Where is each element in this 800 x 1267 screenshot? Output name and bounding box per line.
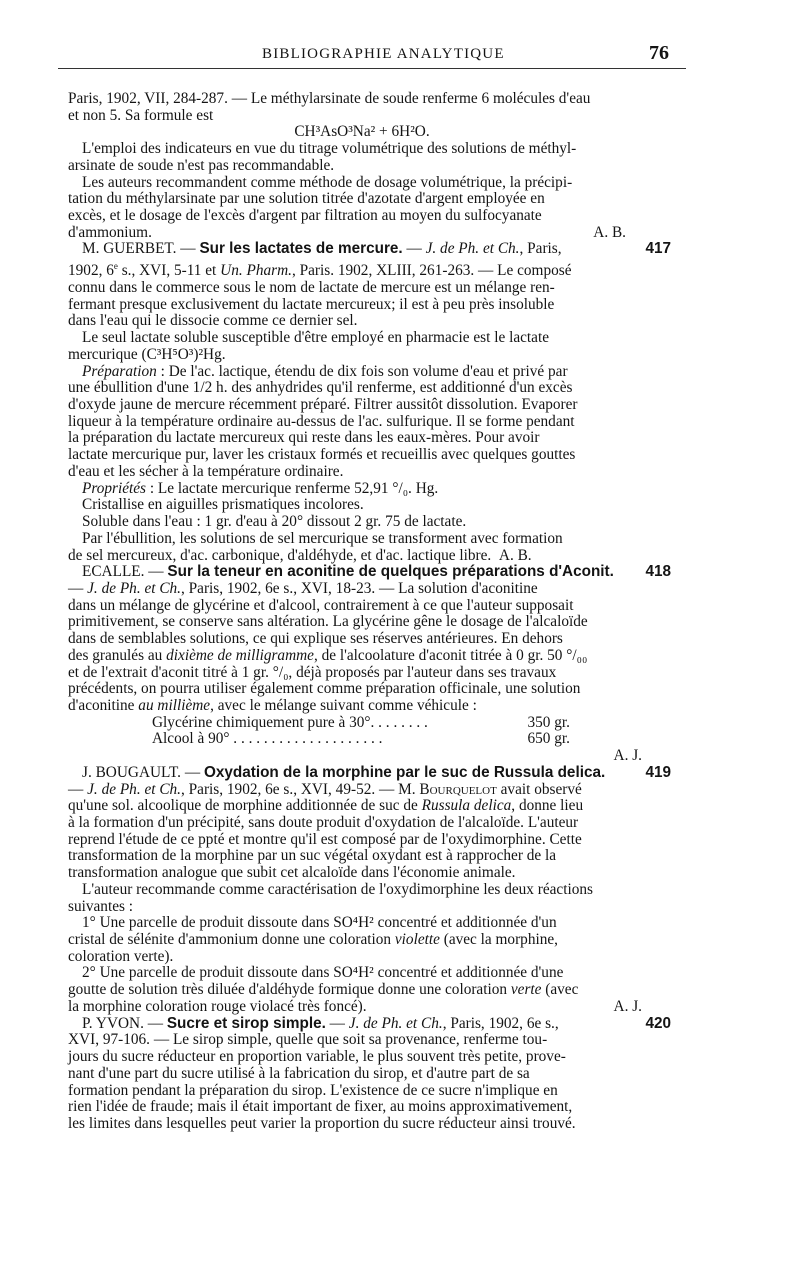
- body-line: rien l'idée de fraude; mais il était important de fixer, au moins approximativement,: [68, 1098, 573, 1116]
- body-line: arsinate de soude n'est pas recommandable.: [68, 156, 335, 174]
- recipe-line: [68, 715, 656, 732]
- body-line: [68, 999, 656, 1016]
- body-text: qu'une sol. alcoolique de morphine additionnée de suc de: [68, 797, 422, 815]
- body-text: la morphine coloration rouge violacé très foncé).: [68, 997, 367, 1015]
- emphasis: au millième: [138, 696, 211, 714]
- body-line: à la formation d'un précipité, sans doute produit d'oxydation de l'alcaloïde. L'auteur: [68, 814, 579, 831]
- body-line: [68, 481, 656, 498]
- body-text: , Paris,: [519, 240, 562, 258]
- recipe-ingredient: Glycérine chimiquement pure à 30°. . . . . . . .: [152, 713, 428, 731]
- abstract-title: Sur les lactates de mercure.: [199, 240, 403, 258]
- abstract-author: P. YVON.: [82, 1014, 144, 1032]
- page-body: [68, 90, 671, 1133]
- journal-name: J. de Ph. et Ch.: [425, 240, 520, 258]
- body-line: suivantes :: [68, 897, 134, 915]
- body-line: — J. de Ph. et Ch., Paris, 1902, 6e s., XVI, 18-23. — La solution d'aconitine: [68, 579, 538, 597]
- abstract-number: 420: [645, 1014, 671, 1032]
- abstract-heading-417: M. GUERBET. — Sur les lactates de mercure. — J. de Ph. et Ch., Paris, 417: [82, 240, 671, 258]
- body-line: L'emploi des indicateurs en vue du titrage volumétrique des solutions de méthyl-: [82, 140, 577, 158]
- emphasis: dixième de milligramme: [166, 646, 314, 664]
- body-line: reprend l'étude de ce ppté et montre qu'il est composé par de l'oxydimorphine. Cette: [68, 830, 582, 848]
- author-signature: A. J.: [613, 997, 642, 1015]
- page-header: [0, 40, 800, 76]
- emphasis: violette: [394, 931, 440, 949]
- body-line: d'oxyde jaune de mercure récemment préparé. Filtrer aussitôt dissolution. Evaporer: [68, 396, 578, 414]
- body-line: [68, 225, 656, 242]
- body-line: une ébullition d'une 1/2 h. des anhydrides qu'il renferme, est additionné d'un excès: [68, 379, 573, 397]
- body-line: liqueur à la température ordinaire au-dessus de l'ac. sulfurique. Il se forme pendant: [68, 412, 575, 430]
- author-signature: A. B.: [593, 223, 626, 241]
- body-text: (avec la morphine,: [439, 931, 558, 949]
- journal-name: Un. Pharm.: [220, 262, 292, 280]
- body-line: transformation analogue que subit cet alcaloïde dans l'économie animale.: [68, 864, 516, 882]
- body-line: Les auteurs recommandent comme méthode de dosage volumétrique, la précipi-: [82, 173, 573, 191]
- body-line: transformation de la morphine par un suc végétal oxydant est à rapprocher de la: [68, 847, 557, 865]
- recipe-line: [68, 731, 656, 748]
- body-line: 2° Une parcelle de produit dissoute dans SO⁴H² concentré et additionnée d'une: [82, 964, 564, 982]
- body-line: lactate mercurique pur, laver les cristaux formés et recueillis avec quelques gouttes: [68, 446, 576, 464]
- journal-name: J. de Ph. et Ch.: [87, 780, 182, 798]
- body-line: formation pendant la préparation du sirop. L'existence de ce sucre n'implique en: [68, 1081, 558, 1099]
- body-line: dans l'eau qui le dissocie comme ce dernier sel.: [68, 312, 358, 330]
- body-text: goutte de solution très diluée d'aldéhyde formique donne une coloration: [68, 981, 511, 999]
- body-line: — J. de Ph. et Ch., Paris, 1902, 6e s., XVI, 49-52. — M. Bourquelot avait observé: [68, 780, 582, 798]
- emphasis: Russula delica: [421, 797, 512, 815]
- body-line: excès, et le dosage de l'excès d'argent par filtration au moyen du sulfocyanate: [68, 207, 542, 225]
- body-line: Le seul lactate soluble susceptible d'être employé en pharmacie est le lactate: [82, 329, 549, 347]
- abstract-heading-418: ECALLE. — Sur la teneur en aconitine de quelques préparations d'Aconit. 418: [82, 563, 671, 581]
- body-line: [68, 648, 656, 665]
- body-line: primitivement, se conserve sans altération. La glycérine gêne le dosage de l'alcaloïde: [68, 613, 588, 631]
- section-label: Propriétés: [82, 479, 147, 497]
- recipe-ingredient: Alcool à 90° . . . . . . . . . . . . . . . . . . . .: [152, 730, 383, 748]
- body-line: coloration verte).: [68, 947, 174, 965]
- body-text: , de l'alcoolature d'aconit titrée à 0 gr. 50 °/₀₀: [313, 646, 588, 664]
- body-line: Soluble dans l'eau : 1 gr. d'eau à 20° dissout 2 gr. 75 de lactate.: [82, 513, 467, 531]
- abstract-number: 417: [645, 240, 671, 258]
- body-line: la préparation du lactate mercureux qui reste dans les eaux-mères. Pour avoir: [68, 429, 540, 447]
- body-line: XVI, 97-106. — Le sirop simple, quelle que soit sa provenance, renferme tou-: [68, 1031, 548, 1049]
- body-line: dans de semblables solutions, ce qui explique ses réserves antérieures. En dehors: [68, 630, 563, 648]
- body-line: Paris, 1902, VII, 284-287. — Le méthylarsinate de soude renferme 6 molécules d'eau: [68, 90, 591, 107]
- body-text: d'ammonium.: [68, 223, 152, 241]
- body-text: , Paris, 1902, 6e s., XVI, 49-52. — M.: [181, 780, 420, 798]
- body-line: L'auteur recommande comme caractérisation de l'oxydimorphine les deux réactions: [82, 880, 593, 898]
- abstract-author: ECALLE.: [82, 563, 145, 581]
- body-line: nant d'une part du sucre utilisé à la fabrication du sirop, et d'autre part de sa: [68, 1064, 530, 1082]
- page-number: 76: [649, 42, 669, 64]
- body-line: [68, 698, 656, 715]
- person-name: Bourquelot: [419, 780, 497, 798]
- header-rule: [58, 68, 686, 69]
- author-signature: A. J.: [613, 747, 642, 765]
- abstract-title: Sucre et sirop simple.: [166, 1014, 326, 1032]
- abstract-author: M. GUERBET.: [82, 240, 177, 258]
- body-text: (avec: [541, 981, 579, 999]
- abstract-title: Sur la teneur en aconitine de quelques préparations d'Aconit.: [167, 563, 614, 581]
- journal-name: J. de Ph. et Ch.: [87, 579, 182, 597]
- body-line: [68, 798, 656, 815]
- superscript: e: [113, 261, 118, 272]
- abstract-number: 419: [645, 763, 671, 781]
- body-line: [68, 932, 656, 949]
- body-line: [68, 364, 656, 381]
- body-text: : De l'ac. lactique, étendu de dix fois son volume d'eau et privé par: [156, 362, 568, 380]
- body-line: [68, 982, 656, 999]
- body-text: s., XVI, 5-11 et: [117, 262, 221, 280]
- body-line: fermant presque exclusivement du lactate mercureux; il est à peu près insoluble: [68, 295, 555, 313]
- body-text: , Paris, 1902, 6e s., XVI, 18-23. — La solution d'aconitine: [181, 579, 538, 597]
- recipe-quantity: 350 gr.: [527, 713, 570, 731]
- body-line: 1° Une parcelle de produit dissoute dans SO⁴H² concentré et additionnée d'un: [82, 914, 557, 932]
- body-text: avait observé: [496, 780, 582, 798]
- body-line: [68, 258, 656, 280]
- body-line: Par l'ébullition, les solutions de sel mercurique se transforment avec formation: [82, 529, 563, 547]
- body-line: et de l'extrait d'aconit titré à 1 gr. °/₀, déjà proposés par l'auteur dans ses travaux: [68, 663, 557, 681]
- body-text: , Paris, 1902, 6e s.,: [442, 1014, 559, 1032]
- body-text: des granulés au: [68, 646, 167, 664]
- body-line: connu dans le commerce sous le nom de lactate de mercure est un mélange ren-: [68, 279, 555, 296]
- body-text: , donne lieu: [511, 797, 584, 815]
- body-text: 1902, 6: [68, 262, 114, 280]
- body-line: [68, 548, 656, 565]
- body-line: d'eau et les sécher à la température ordinaire.: [68, 462, 344, 480]
- abstract-title: Oxydation de la morphine par le suc de Russula delica.: [203, 763, 606, 781]
- body-text: : Le lactate mercurique renferme 52,91 °/₀. Hg.: [146, 479, 439, 497]
- emphasis: verte: [510, 981, 542, 999]
- body-text: , avec le mélange suivant comme véhicule :: [210, 696, 477, 714]
- body-line: et non 5. Sa formule est: [68, 106, 214, 124]
- chemical-formula: CH³AsO³Na² + 6H²O.: [294, 123, 430, 141]
- abstract-author: J. BOUGAULT.: [82, 763, 182, 781]
- body-line: mercurique (C³H⁵O³)²Hg.: [68, 345, 226, 363]
- section-label: Préparation: [82, 362, 157, 380]
- body-text: cristal de sélénite d'ammonium donne une coloration: [68, 931, 395, 949]
- journal-name: J. de Ph. et Ch.: [348, 1014, 443, 1032]
- running-title: BIBLIOGRAPHIE ANALYTIQUE: [262, 46, 505, 62]
- body-text: d'aconitine: [68, 696, 139, 714]
- body-line: tation du méthylarsinate par une solution titrée d'azotate d'argent employée en: [68, 190, 545, 208]
- abstract-heading-419: J. BOUGAULT. — Oxydation de la morphine par le suc de Russula delica. 419: [82, 763, 671, 781]
- body-text: , Paris. 1902, XLIII, 261-263. — Le composé: [291, 262, 572, 280]
- body-line: Cristallise en aiguilles prismatiques incolores.: [82, 496, 364, 514]
- abstract-number: 418: [645, 563, 671, 581]
- body-line: les limites dans lesquelles peut varier la proportion du sucre réducteur ainsi trouvé.: [68, 1114, 576, 1132]
- author-signature: A. B.: [498, 546, 532, 564]
- body-line: dans un mélange de glycérine et d'alcool, contrairement à ce que l'auteur supposait: [68, 596, 574, 614]
- body-text: de sel mercureux, d'ac. carbonique, d'aldéhyde, et d'ac. lactique libre.: [68, 546, 492, 564]
- abstract-heading-420: P. YVON. — Sucre et sirop simple. — J. de Ph. et Ch., Paris, 1902, 6e s., 420: [82, 1014, 671, 1032]
- body-line: précédents, on pourra utiliser également comme préparation officinale, une solution: [68, 680, 581, 698]
- recipe-quantity: 650 gr.: [527, 730, 570, 748]
- body-line: jours du sucre réducteur en proportion variable, le plus souvent très petite, prove-: [68, 1048, 566, 1066]
